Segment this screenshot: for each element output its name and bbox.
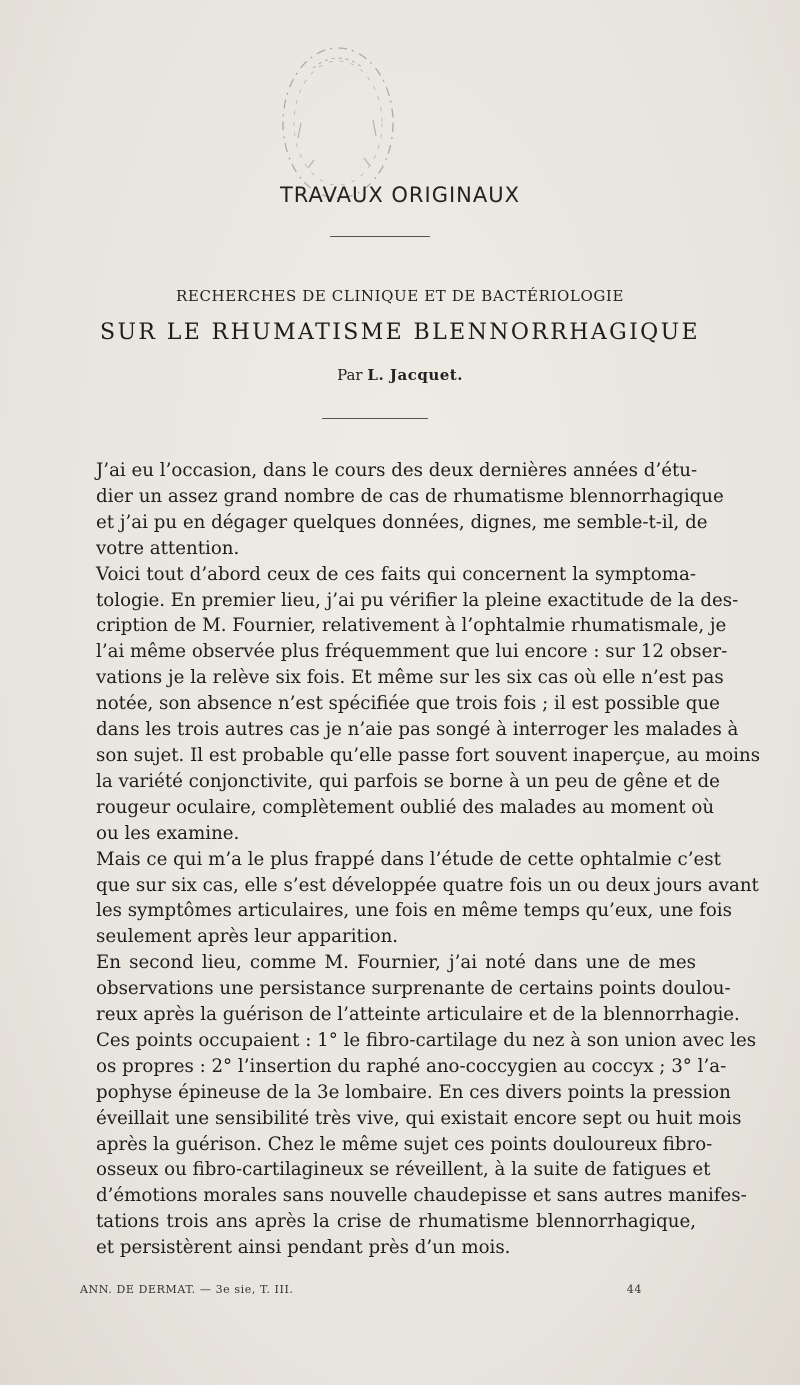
page-footer (80, 1283, 642, 1296)
heading-divider (330, 236, 430, 237)
text-line: les symptômes articulaires, une fois en même temps qu’eux, une fois (96, 900, 732, 922)
text-line: osseux ou fibro-cartilagineux se réveillent, à la suite de fatigues et (96, 1159, 711, 1181)
text-line: après la guérison. Chez le même sujet ces points douloureux fibro- (96, 1133, 713, 1155)
text-line: os propres : 2° l’insertion du raphé ano-coccygien au coccyx ; 3° l’a- (96, 1055, 727, 1077)
text-line: ou les examine. (96, 822, 240, 844)
text-line: d’émotions morales sans nouvelle chaudepisse et sans autres manifes- (96, 1185, 747, 1207)
text-line: En second lieu, comme M. Fournier, j’ai noté dans une de mes (96, 952, 696, 974)
text-line: Voici tout d’abord ceux de ces faits qui concernent la symptoma- (96, 563, 696, 585)
text-line: tations trois ans après la crise de rhumatisme blennorrhagique, (96, 1211, 696, 1233)
text-line: notée, son absence n’est spécifiée que trois fois ; il est possible que (96, 693, 720, 715)
paragraph (80, 847, 759, 951)
paragraph (80, 458, 724, 562)
paragraph (80, 562, 761, 847)
article-supertitle: RECHERCHES DE CLINIQUE ET DE BACTÉRIOLOGIE (176, 287, 624, 305)
text-line: observations une persistance surprenante de certains points doulou- (96, 978, 731, 1000)
article-body (80, 458, 761, 1261)
text-line: Mais ce qui m’a le plus frappé dans l’étude de cette ophtalmie c’est (96, 848, 721, 870)
text-line: Ces points occupaient : 1° le fibro-cartilage du nez à son union avec les (96, 1029, 757, 1051)
text-line: dier un assez grand nombre de cas de rhumatisme blennorrhagique (96, 485, 724, 507)
text-line: rougeur oculaire, complètement oublié des malades au moment où (96, 796, 715, 818)
author-name: L. Jacquet. (367, 366, 463, 384)
page-number: 44 (626, 1283, 642, 1296)
text-line: la variété conjonctivite, qui parfois se borne à un peu de gêne et de (96, 770, 720, 792)
byline-prefix: Par (337, 366, 363, 384)
text-line: cription de M. Fournier, relativement à l’ophtalmie rhumatismale, je (96, 615, 727, 637)
text-line: et persistèrent ainsi pendant près d’un mois. (96, 1237, 511, 1259)
text-line: éveillait une sensibilité très vive, qui existait encore sept ou huit mois (96, 1107, 742, 1129)
text-line: vations je la relève six fois. Et même sur les six cas où elle n’est pas (96, 667, 724, 689)
section-heading: TRAVAUX ORIGINAUX (279, 183, 521, 207)
text-line: reux après la guérison de l’atteinte articulaire et de la blennorrhagie. (96, 1004, 740, 1026)
text-line: dans les trois autres cas je n’aie pas songé à interroger les malades à (96, 719, 739, 741)
text-line: seulement après leur apparition. (96, 926, 399, 948)
text-line: et j’ai pu en dégager quelques données, dignes, me semble-t-il, de (96, 511, 708, 533)
article-title: SUR LE RHUMATISME BLENNORRHAGIQUE (99, 320, 701, 345)
text-line: son sujet. Il est probable qu’elle passe fort souvent inaperçue, au moins (96, 744, 761, 766)
text-line: pophyse épineuse de la 3e lombaire. En ces divers points la pression (96, 1081, 731, 1103)
text-line: tologie. En premier lieu, j’ai pu vérifier la pleine exactitude de la des- (96, 589, 739, 611)
byline-divider (322, 418, 428, 419)
journal-reference: ANN. DE DERMAT. — 3e sie, T. III. (80, 1283, 294, 1296)
text-line: l’ai même observée plus fréquemment que lui encore : sur 12 obser- (96, 641, 728, 663)
text-line: que sur six cas, elle s’est développée quatre fois un ou deux jours avant (96, 874, 759, 896)
text-line: votre attention. (96, 537, 240, 559)
byline (0, 366, 800, 384)
text-line: J’ai eu l’occasion, dans le cours des deux dernières années d’étu- (96, 460, 698, 481)
paragraph (80, 950, 757, 1261)
